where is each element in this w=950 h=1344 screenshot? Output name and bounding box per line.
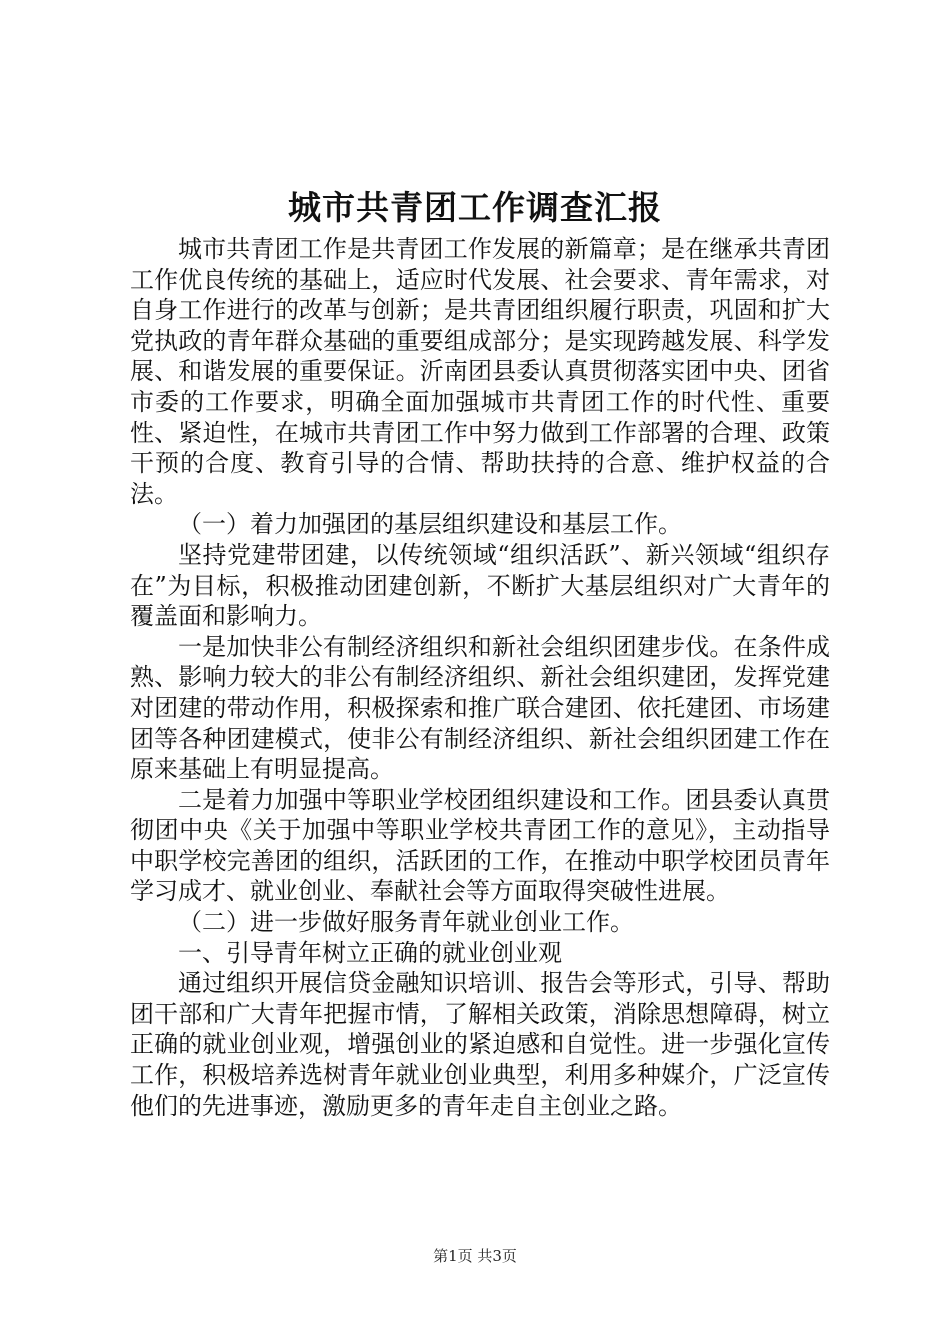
paragraph-subsection-1: 通过组织开展信贷金融知识培训、报告会等形式，引导、帮助团干部和广大青年把握市情，了解相关政策，消除思想障碍，树立正确的就业创业观，增强创业的紧迫感和自觉性。进一步强化宣传工作，积极培养选树青年就业创业典型，利用多种媒介，广泛宣传他们的先进事迹，激励更多的青年走自主创业之路。 <box>130 969 830 1120</box>
section-heading-1: （一）着力加强团的基层组织建设和基层工作。 <box>178 510 682 539</box>
document-body <box>130 234 830 1121</box>
section-heading-2: （二）进一步做好服务青年就业创业工作。 <box>178 908 634 937</box>
subsection-heading-1: 一、引导青年树立正确的就业创业观 <box>178 938 562 967</box>
paragraph-intro: 城市共青团工作是共青团工作发展的新篇章；是在继承共青团工作优良传统的基础上，适应时代发展、社会要求、青年需求，对自身工作进行的改革与创新；是共青团组织履行职责，巩固和扩大党执政的青年群众基础的重要组成部分；是实现跨越发展、科学发展、和谐发展的重要保证。沂南团县委认真贯彻落实团中央、团省市委的工作要求，明确全面加强城市共青团工作的时代性、重要性、紧迫性，在城市共青团工作中努力做到工作部署的合理、政策干预的合度、教育引导的合情、帮助扶持的合意、维护权益的合法。 <box>130 235 830 508</box>
page-number-footer: 第1页 共3页 <box>433 1247 517 1265</box>
document-title: 城市共青团工作调查汇报 <box>288 188 662 227</box>
paragraph-point-1: 一是加快非公有制经济组织和新社会组织团建步伐。在条件成熟、影响力较大的非公有制经济组织、新社会组织建团，发挥党建对团建的带动作用，积极探索和推广联合建团、依托建团、市场建团等各种团建模式，使非公有制经济组织、新社会组织团建工作在原来基础上有明显提高。 <box>130 632 830 784</box>
paragraph-point-2: 二是着力加强中等职业学校团组织建设和工作。团县委认真贯彻团中央《关于加强中等职业学校共青团工作的意见》，主动指导中职学校完善团的组织，活跃团的工作，在推动中职学校团员青年学习成才、就业创业、奉献社会等方面取得突破性进展。 <box>130 785 830 906</box>
paragraph-section-1-intro: 坚持党建带团建，以传统领域“组织活跃”、新兴领域“组织存在”为目标，积极推动团建创新，不断扩大基层组织对广大青年的覆盖面和影响力。 <box>130 540 830 631</box>
